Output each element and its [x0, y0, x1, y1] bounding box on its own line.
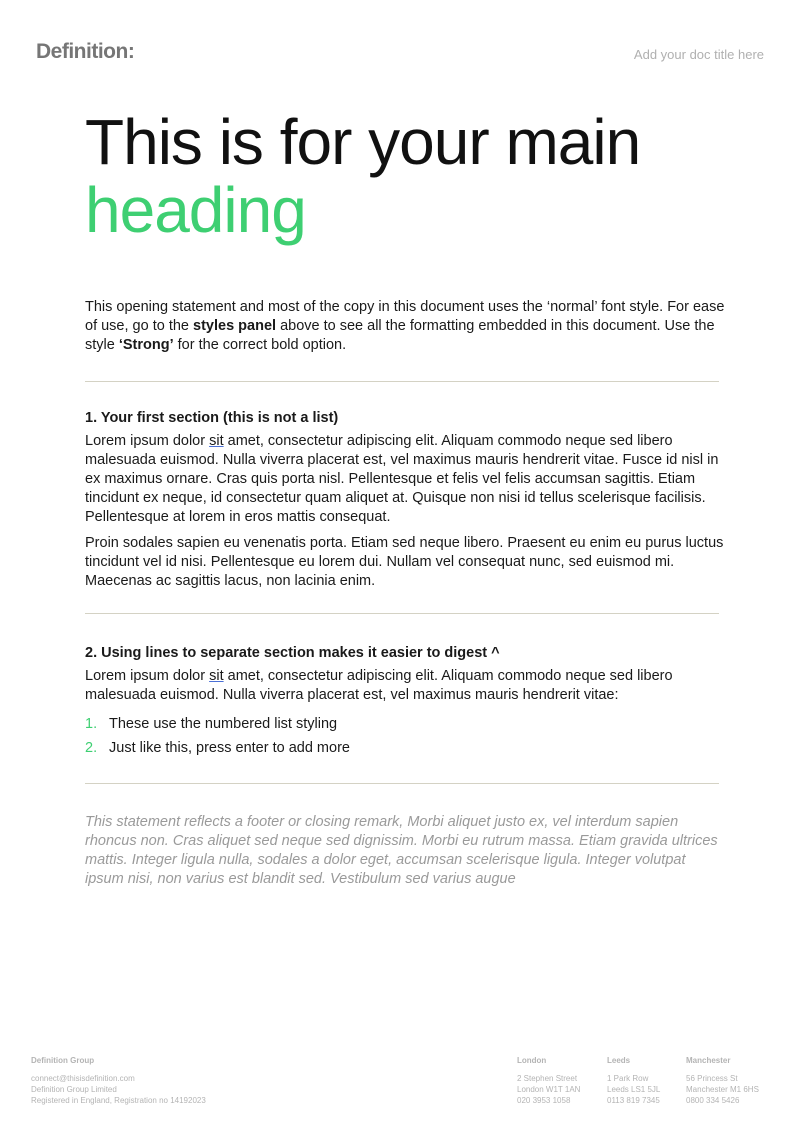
footer-email[interactable]: connect@thisisdefinition.com — [31, 1074, 135, 1083]
footer-company-name: Definition Group Limited — [31, 1085, 117, 1094]
footer-leeds — [607, 1055, 660, 1106]
footer-manchester — [686, 1055, 759, 1106]
intro-paragraph — [85, 298, 725, 355]
section-2-link[interactable]: sit — [209, 668, 224, 684]
intro-text-3: for the correct bold option. — [173, 337, 347, 353]
footer-london — [517, 1055, 580, 1106]
list-item-text: These use the numbered list styling — [109, 716, 338, 732]
closing-remark: This statement reflects a footer or closing remark, Morbi aliquet justo ex, vel interdum sapien rhoncus non. Cras aliquet sed neque sed dignissim. Morbi eu rutrum massa. Etiam gravida ultrices mattis. Integer ligula nulla, sodales a dolor eget, accumsan scelerisque ligula. Integer volutpat ipsum nisi, non varius est blandit sed. Vestibulum sed varius augue — [85, 814, 718, 887]
section-2-paragraph-1 — [85, 667, 725, 705]
footer-leeds-postcode: Leeds LS1 5JL — [607, 1085, 661, 1094]
footer-manchester-street: 56 Princess St — [686, 1074, 738, 1083]
section-1-text-rest: amet, consectetur adipiscing elit. Aliquam commodo neque sed libero malesuada euismod. Nulla viverra placerat est, vel maximus mauris hendrerit vitae. Fusce id nisl in ex maximus ornare. Cras quis porta nisl. Pellentesque et felis vel felis accumsan sagittis. Etiam tincidunt ex neque, id consectetur quam aliquet at. Quisque non nisi id tellus scelerisque facilisis. Pellentesque at lorem in eros mattis consequat. — [85, 433, 719, 525]
intro-bold-styles-panel: styles panel — [193, 318, 277, 334]
footer-manchester-phone: 0800 334 5426 — [686, 1096, 740, 1105]
section-1 — [85, 409, 725, 598]
section-1-title: 1. Your first section (this is not a list) — [85, 410, 339, 426]
footer-london-title: London — [517, 1056, 547, 1065]
section-2-text-rest: amet, consectetur adipiscing elit. Aliquam commodo neque sed libero malesuada euismod. Nulla viverra placerat est, vel maximus mauris hendrerit vitae: — [85, 668, 673, 703]
intro-text-2: above to see all the formatting embedded in this document. Use the style — [85, 318, 715, 353]
divider-2 — [85, 613, 719, 614]
numbered-list — [85, 712, 725, 760]
section-1-link[interactable]: sit — [209, 433, 224, 449]
doc-title-placeholder[interactable]: Add your doc title here — [633, 47, 764, 62]
footer-leeds-title: Leeds — [607, 1056, 631, 1065]
main-heading — [85, 108, 640, 244]
divider-1 — [85, 381, 719, 382]
section-2 — [85, 644, 725, 760]
section-1-paragraph-2: Proin sodales sapien eu venenatis porta. Etiam sed neque libero. Praesent eu enim eu purus luctus tincidunt vel id nisi. Pellentesque eu lorem dui. Nullam vel consequat nunc, sed euismod mi. Maecenas ac sagittis lacus, non lacinia enim. — [85, 535, 724, 589]
list-item-text: Just like this, press enter to add more — [109, 740, 350, 756]
footer-manchester-title: Manchester — [686, 1056, 731, 1065]
footer-london-phone: 020 3953 1058 — [517, 1096, 571, 1105]
main-heading-line-2: heading — [85, 174, 306, 246]
footer-manchester-postcode: Manchester M1 6HS — [686, 1085, 759, 1094]
footer-leeds-phone: 0113 819 7345 — [607, 1096, 660, 1105]
list-item — [85, 712, 725, 736]
footer-company — [31, 1055, 206, 1106]
footer-leeds-street: 1 Park Row — [607, 1074, 649, 1083]
intro-bold-strong: ‘Strong’ — [118, 337, 174, 353]
section-2-text-start: Lorem ipsum dolor — [85, 668, 210, 684]
section-1-text-start: Lorem ipsum dolor — [85, 433, 210, 449]
section-2-title: 2. Using lines to separate section makes it easier to digest ^ — [85, 645, 500, 661]
footer-london-postcode: London W1T 1AN — [517, 1085, 581, 1094]
footer-registration: Registered in England, Registration no 14192023 — [31, 1096, 206, 1105]
footer-company-title: Definition Group — [31, 1056, 95, 1065]
main-heading-line-1: This is for your main — [85, 106, 641, 178]
list-item — [85, 736, 725, 760]
section-1-paragraph-1 — [85, 432, 725, 527]
divider-3 — [85, 783, 719, 784]
intro-text-1: This opening statement and most of the copy in this document uses the ‘normal’ font style. For ease of use, go to the — [85, 299, 725, 334]
company-logo: Definition: — [36, 40, 135, 63]
footer-london-street: 2 Stephen Street — [517, 1074, 578, 1083]
list-item-number: 1. — [85, 716, 98, 732]
list-item-number: 2. — [85, 740, 98, 756]
